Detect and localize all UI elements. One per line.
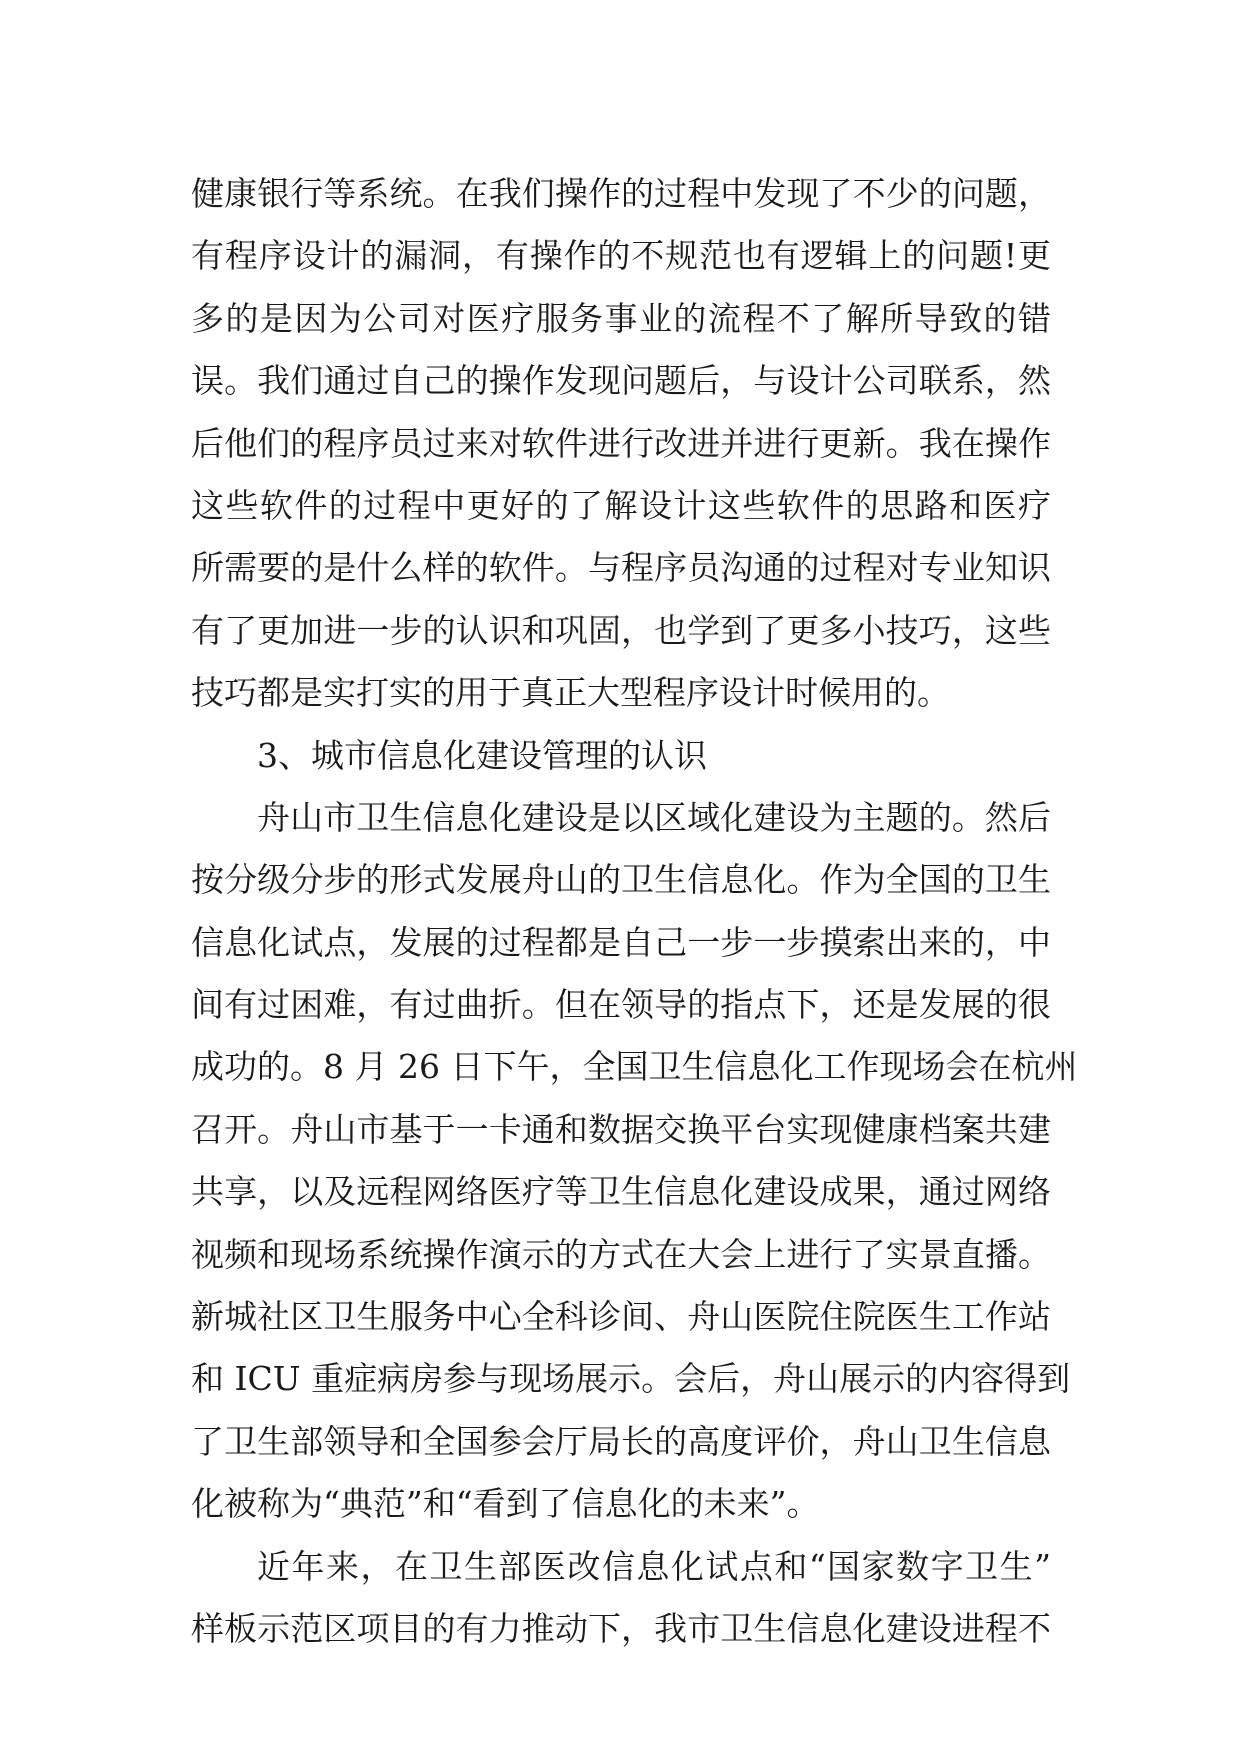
text-line: 多的是因为公司对医疗服务事业的流程不了解所导致的错	[191, 298, 1051, 338]
text-line: 舟山市卫生信息化建设是以区域化建设为主题的。然后	[257, 797, 1051, 837]
text-line: 共享，以及远程网络医疗等卫生信息化建设成果，通过网络	[191, 1172, 1051, 1212]
text-line: 技巧都是实打实的用于真正大型程序设计时候用的。	[191, 673, 950, 713]
text-line: 后他们的程序员过来对软件进行改进并进行更新。我在操作	[191, 423, 1051, 463]
section-heading: 3、城市信息化建设管理的认识	[257, 735, 707, 775]
text-line: 了卫生部领导和全国参会厅局长的高度评价，舟山卫生信息	[191, 1421, 1051, 1461]
text-line: 成功的。8 月 26 日下午，全国卫生信息化工作现场会在杭州	[191, 1047, 1078, 1087]
text-line: 化被称为“典范”和“看到了信息化的未来”。	[191, 1484, 820, 1524]
text-line: 新城社区卫生服务中心全科诊间、舟山医院住院医生工作站	[191, 1297, 1051, 1337]
text-line: 有了更加进一步的认识和巩固，也学到了更多小技巧，这些	[191, 610, 1051, 650]
text-line: 这些软件的过程中更好的了解设计这些软件的思路和医疗	[191, 485, 1051, 525]
text-line: 间有过困难，有过曲折。但在领导的指点下，还是发展的很	[191, 985, 1051, 1025]
text-line: 近年来，在卫生部医改信息化试点和“国家数字卫生”	[257, 1546, 1051, 1586]
text-line: 所需要的是什么样的软件。与程序员沟通的过程对专业知识	[191, 548, 1051, 588]
text-line: 样板示范区项目的有力推动下，我市卫生信息化建设进程不	[191, 1608, 1051, 1648]
text-line: 信息化试点，发展的过程都是自己一步一步摸索出来的，中	[191, 922, 1051, 962]
text-line: 健康银行等系统。在我们操作的过程中发现了不少的问题，	[191, 174, 1051, 213]
text-line: 误。我们通过自己的操作发现问题后，与设计公司联系，然	[191, 361, 1051, 401]
body-text	[191, 163, 1078, 1660]
text-line: 和 ICU 重症病房参与现场展示。会后，舟山展示的内容得到	[191, 1359, 1071, 1399]
text-line: 有程序设计的漏洞，有操作的不规范也有逻辑上的问题!更	[191, 236, 1051, 276]
text-line: 视频和现场系统操作演示的方式在大会上进行了实景直播。	[191, 1234, 1051, 1274]
text-line: 召开。舟山市基于一卡通和数据交换平台实现健康档案共建	[191, 1109, 1051, 1149]
text-line: 按分级分步的形式发展舟山的卫生信息化。作为全国的卫生	[191, 860, 1051, 900]
